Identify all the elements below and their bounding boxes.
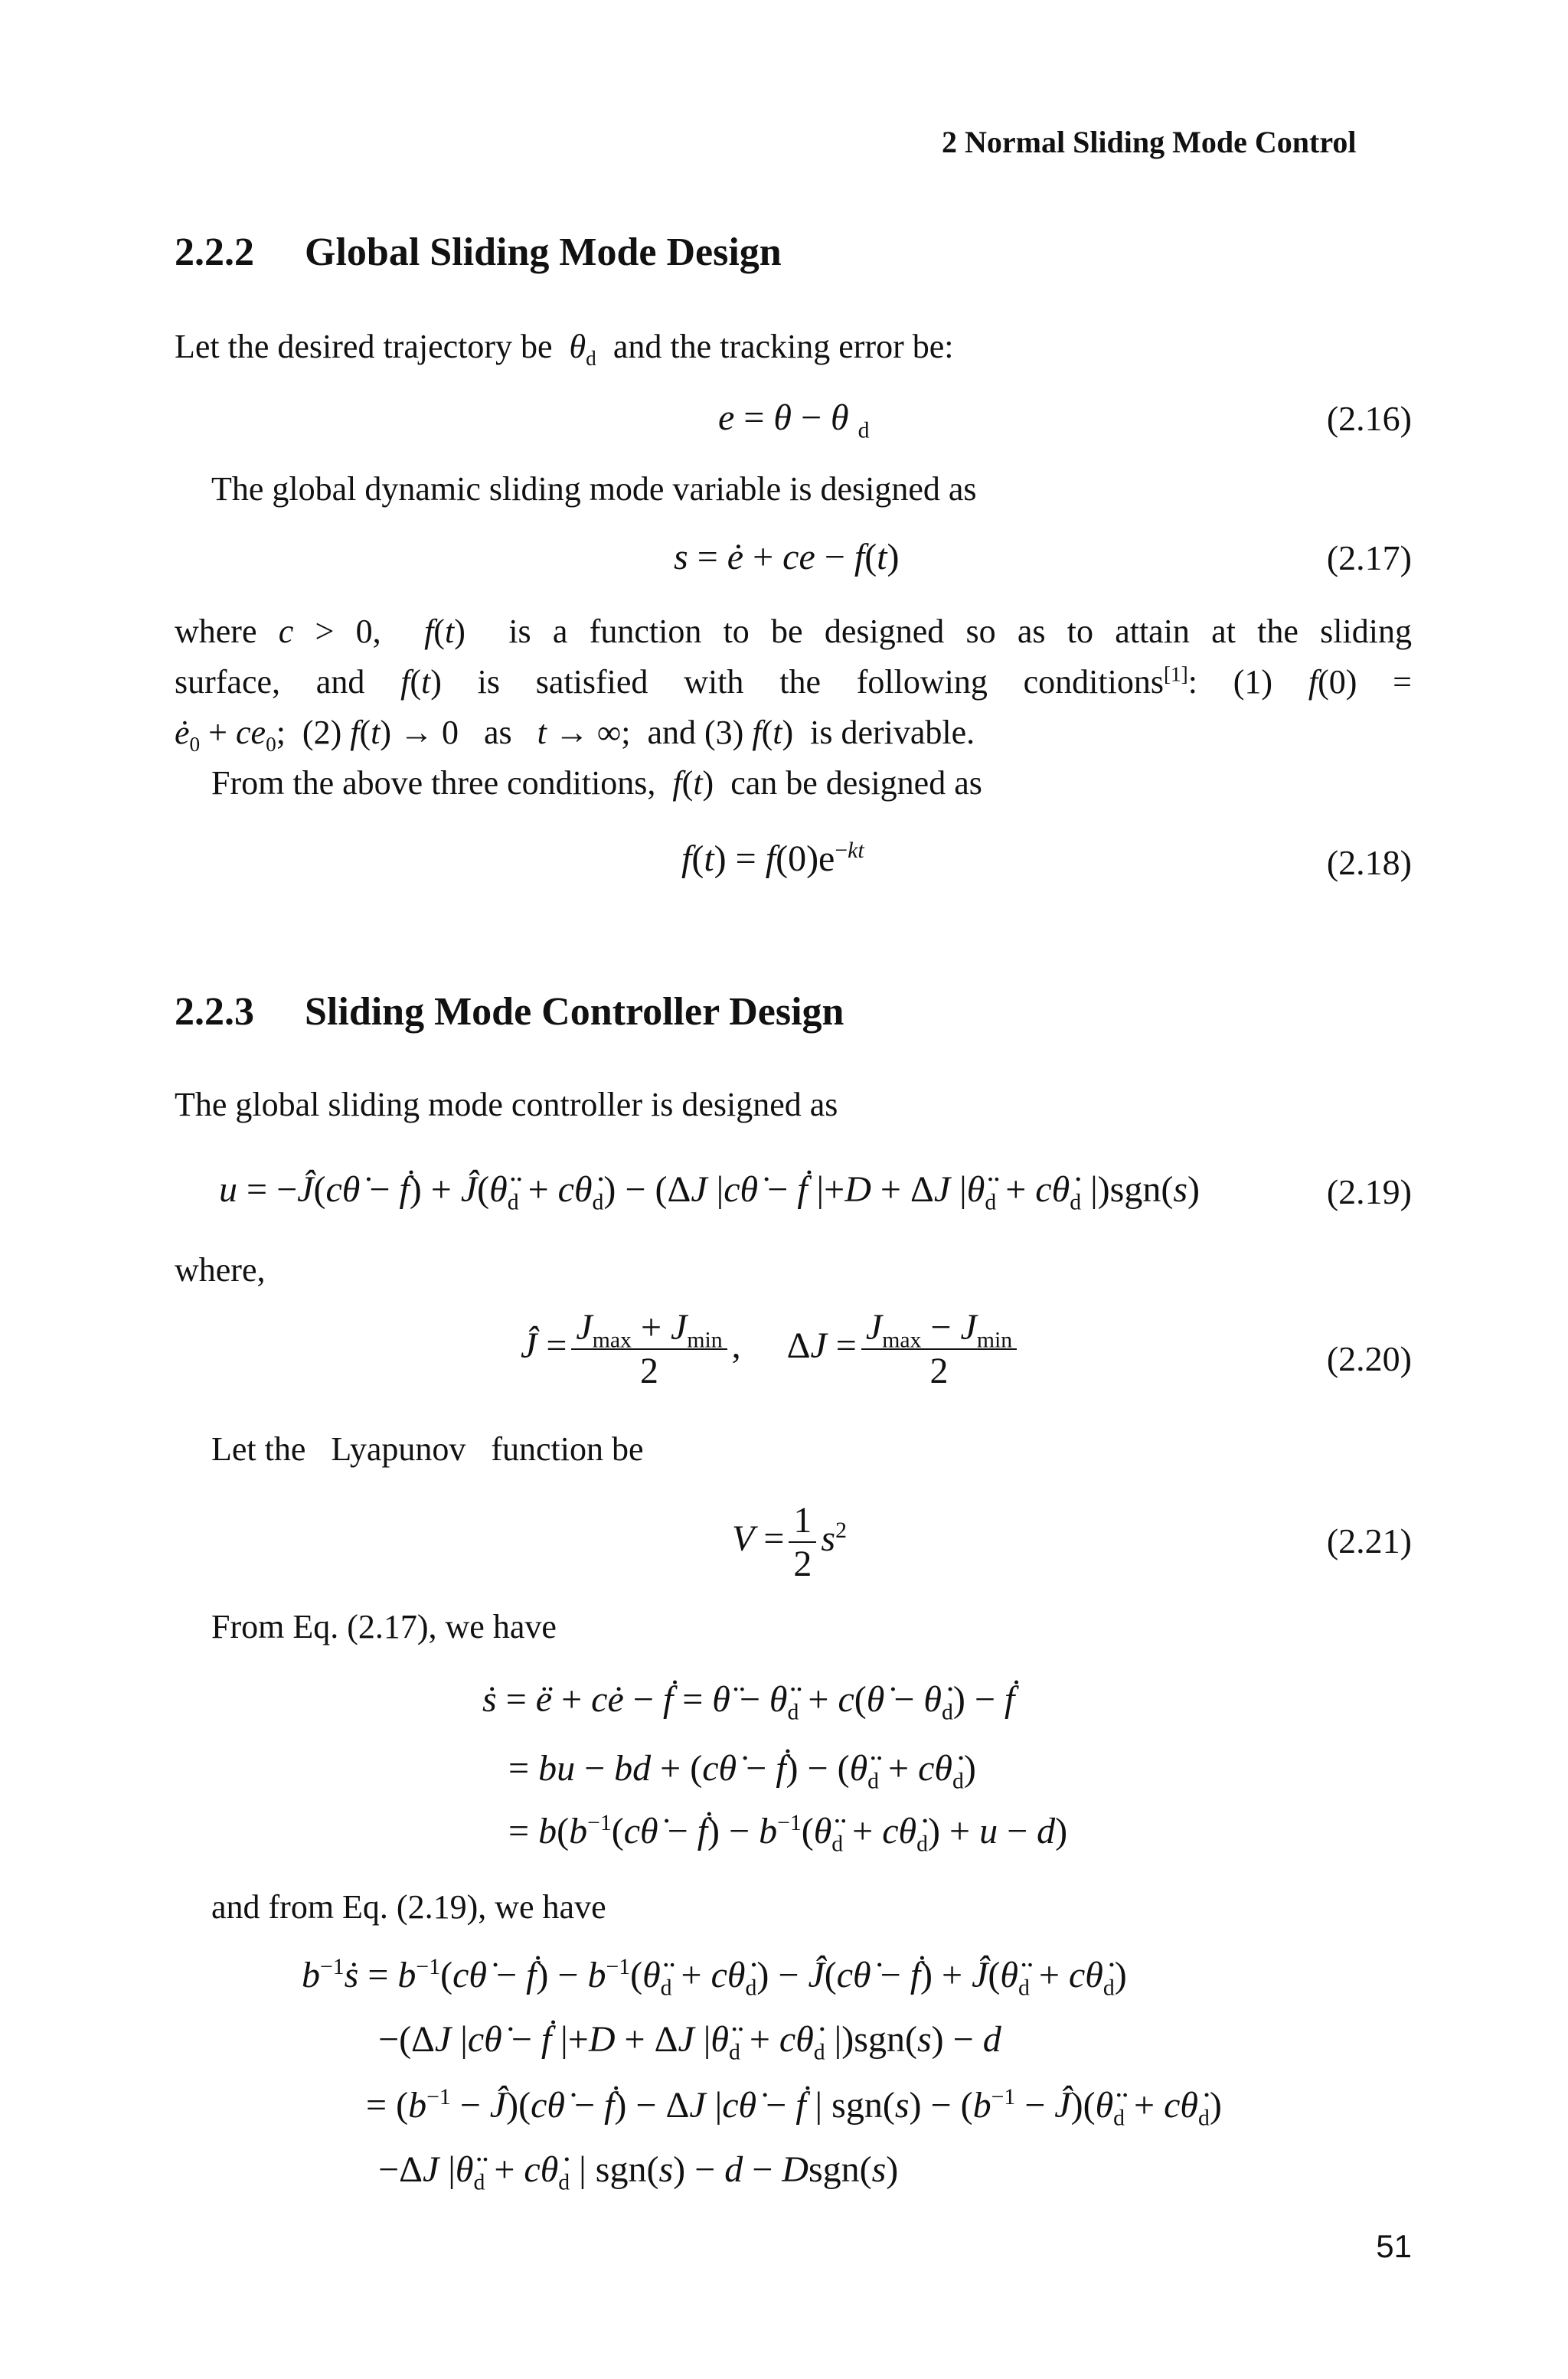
- equation-sdot-line3: = $b(b^{-1}(c\thetȧ$ − ḟ) − $b^{-1}(\thetä_d$ + $c\thetȧ_d) + u - d$): [508, 1810, 1068, 1857]
- equation-bs-line1: $b^{-1}ṡ$ = $b^{-1}(c\thetȧ$ − ḟ) − $b^{-1}(\thetä_d$ + $c\thetȧ_d$) − Ĵ(cθ̇ − ḟ) + $Ĵ(\thetä_d$ + $c\thetȧ_d$): [302, 1954, 1127, 2001]
- section-number: 2.2.3: [175, 990, 254, 1034]
- paragraph-text: Let the desired trajectory be: [175, 328, 553, 365]
- paragraph-lyapunov: Let the Lyapunov function be: [211, 1430, 644, 1468]
- equation-2-17: s = ė + ce − f(t): [674, 537, 900, 577]
- paragraph-where: where,: [175, 1251, 266, 1289]
- equation-bs-line3: = ($b^{-1}$ − Ĵ)(cθ̇ − ḟ) − ΔJ |cθ̇ − ḟ | $sgn(s) - (b^{-1}$ − $Ĵ)(\thetä_d$ + $c\thetȧ_d$): [366, 2084, 1222, 2131]
- equation-2-18: $f(t) = f(0)e^{-kt}$: [681, 838, 864, 879]
- paragraph-text: and the tracking error be:: [612, 328, 954, 365]
- equation-number: (2.18): [1326, 843, 1412, 882]
- paragraph-three-conditions: From the above three conditions, f(t) can be designed as: [211, 764, 982, 802]
- equation-2-16: e = θ − θ $_d$: [718, 397, 870, 443]
- section-number: 2.2.2: [175, 230, 254, 274]
- paragraph-from-eq-217: From Eq. (2.17), we have: [211, 1608, 557, 1645]
- equation-sdot-line1: ṡ = ë + cė − ḟ = θ̈ − $\thetä_d$ + c(θ̇ − $\thetȧ_d$) − ḟ: [482, 1679, 1015, 1725]
- equation-number: (2.17): [1326, 538, 1412, 577]
- page-number: 51: [1376, 2228, 1412, 2264]
- section-title: Sliding Mode Controller Design: [305, 990, 844, 1034]
- equation-2-21: V = $\frac{1}{2}$ $s^2$: [732, 1500, 847, 1584]
- equation-number: (2.19): [1326, 1172, 1412, 1211]
- paragraph-conditions-line2: surface, and f(t) is satisfied with the following conditions[1]: (1) f(0) =: [175, 662, 1412, 701]
- running-head: 2 Normal Sliding Mode Control: [942, 125, 1357, 159]
- paragraph-from-eq-219: and from Eq. (2.19), we have: [211, 1888, 606, 1926]
- equation-bs-line4: −ΔJ $|\thetä_d$ + $c\thetȧ_d$ | sgn(s) − d − Dsgn(s): [378, 2149, 899, 2195]
- section-heading-2-2-2: [175, 230, 782, 275]
- equation-number: (2.20): [1326, 1339, 1412, 1378]
- paragraph-controller: The global sliding mode controller is designed as: [175, 1086, 838, 1123]
- paragraph-sliding-variable: The global dynamic sliding mode variable is designed as: [211, 470, 977, 508]
- paragraph-desired-trajectory: Let the desired trajectory be $\theta_d$ and the tracking error be:: [175, 328, 954, 370]
- equation-2-20: Ĵ = $\frac{J_{max} + J_{min}}{2}$ , ΔJ = $\frac{J_{max} - J_{min}}{2}$: [521, 1306, 1021, 1392]
- equation-2-19: u = −Ĵ(cθ̇ − ḟ) + $Ĵ(\thetä_d$ + $c\thetȧ_d) - (\Delta J$ |cθ̇ − ḟ |+D + ΔJ $|\thetä_d$ + $c\thetȧ_d$ |)sgn(s): [219, 1169, 1200, 1215]
- paragraph-conditions-line1: where c > 0, f(t) is a function to be designed so as to attain at the sliding: [175, 613, 1412, 650]
- equation-sdot-line2: = bu − bd + (cθ̇ − ḟ) − ($\thetä_d$ + $c\thetȧ_d$): [508, 1748, 976, 1794]
- equation-bs-line2: −(ΔJ |cθ̇ − ḟ |+D + ΔJ $|\thetä_d$ + $c\thetȧ_d$ |)sgn(s) − d: [378, 2019, 1001, 2065]
- equation-number: (2.21): [1326, 1521, 1412, 1560]
- paragraph-conditions-line3: $ė_0 + ce_0$; (2) f(t) → 0 as t → ∞; and (3) f(t) is derivable.: [175, 714, 975, 756]
- equation-number: (2.16): [1326, 399, 1412, 438]
- section-title: Global Sliding Mode Design: [305, 230, 782, 274]
- section-heading-2-2-3: [175, 989, 844, 1034]
